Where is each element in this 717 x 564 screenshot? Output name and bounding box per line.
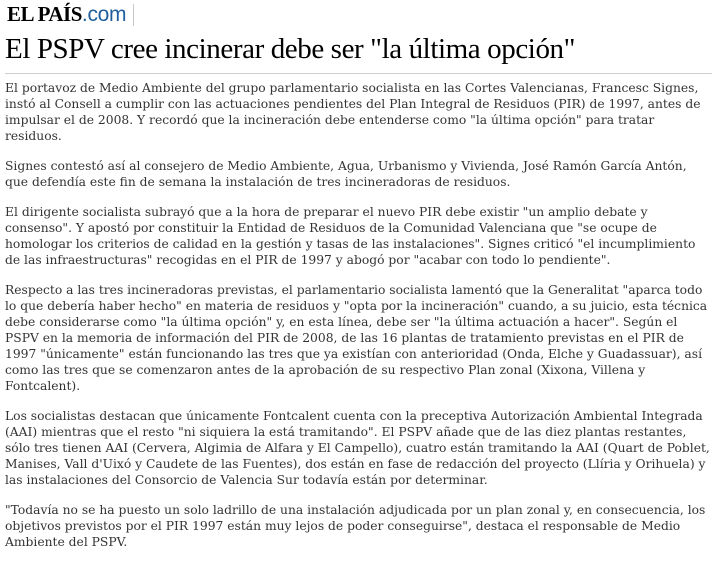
site-logo[interactable] (7, 2, 126, 26)
article-paragraph: Signes contestó así al consejero de Medio Ambiente, Agua, Urbanismo y Vivienda, José Ramón García Antón, que defendía este fin de semana la instalación de tres incineradoras de residuos. (5, 159, 687, 189)
article-body (5, 80, 710, 564)
article-headline: El PSPV cree incinerar debe ser "la última opción" (5, 33, 576, 65)
article-paragraph: Los socialistas destacan que únicamente Fontcalent cuenta con la preceptiva Autorización Ambiental Integrada (AAI) mientras que el resto "ni siquiera la está tramitando". El PSPV añade que de las diez plantas restantes, sólo tres tienen AAI (Cervera, Algimia de Alfara y El Campello), cuatro están tramitando la AAI (Quart de Poblet, Manises, Vall d'Uixó y Caudete de las Fuentes), dos están en fase de redacción del proyecto (Llíria y Orihuela) y las instalaciones del Consorcio de Valencia Sur todavía están por determinar. (5, 409, 710, 487)
headline-rule (5, 73, 712, 74)
article-paragraph: El dirigente socialista subrayó que a la hora de preparar el nuevo PIR debe existir "un amplio debate y consenso". Y apostó por constituir la Entidad de Residuos de la Comunidad Valenciana que "se ocupe de homologar los criterios de calidad en la gestión y tasas de las instalaciones". Signes criticó "el incumplimiento de las infraestructuras" recogidas en el PIR de 1997 y abogó por "acabar con todo lo pendiente". (5, 205, 696, 267)
article-paragraph: Respecto a las tres incineradoras previstas, el parlamentario socialista lamentó que la Generalitat "aparca todo lo que debería haber hecho" en materia de residuos y "opta por la incineración" cuando, a su juicio, esta técnica debe considerarse como "la última opción" y, en esta línea, debe ser "la última actuación a hacer". Según el PSPV en la memoria de información del PIR de 2008, de las 16 plantas de tratamiento previstas en el PIR de 1997 "únicamente" están funcionando las tres que ya existían con anterioridad (Onda, Elche y Guadassuar), así como las tres que se comenzaron antes de la aprobación de su respectivo Plan zonal (Xixona, Villena y Fontcalent). (5, 283, 708, 393)
article-paragraph: El portavoz de Medio Ambiente del grupo parlamentario socialista en las Cortes Valencianas, Francesc Signes, instó al Consell a cumplir con las actuaciones pendientes del Plan Integral de Residuos (PIR) de 1997, antes de impulsar el de 2008. Y recordó que la incineración debe entenderse como "la última opción" para tratar residuos. (5, 81, 701, 143)
logo-divider (133, 4, 134, 26)
logo-domain-suffix: .com (81, 3, 127, 26)
article-paragraph: "Todavía no se ha puesto un solo ladrillo de una instalación adjudicada por un plan zonal y, en consecuencia, los objetivos previstos por el PIR 1997 están muy lejos de poder conseguirse", destaca el responsable de Medio Ambiente del PSPV. (5, 503, 706, 549)
logo-wordmark: EL PAÍS (7, 2, 82, 26)
